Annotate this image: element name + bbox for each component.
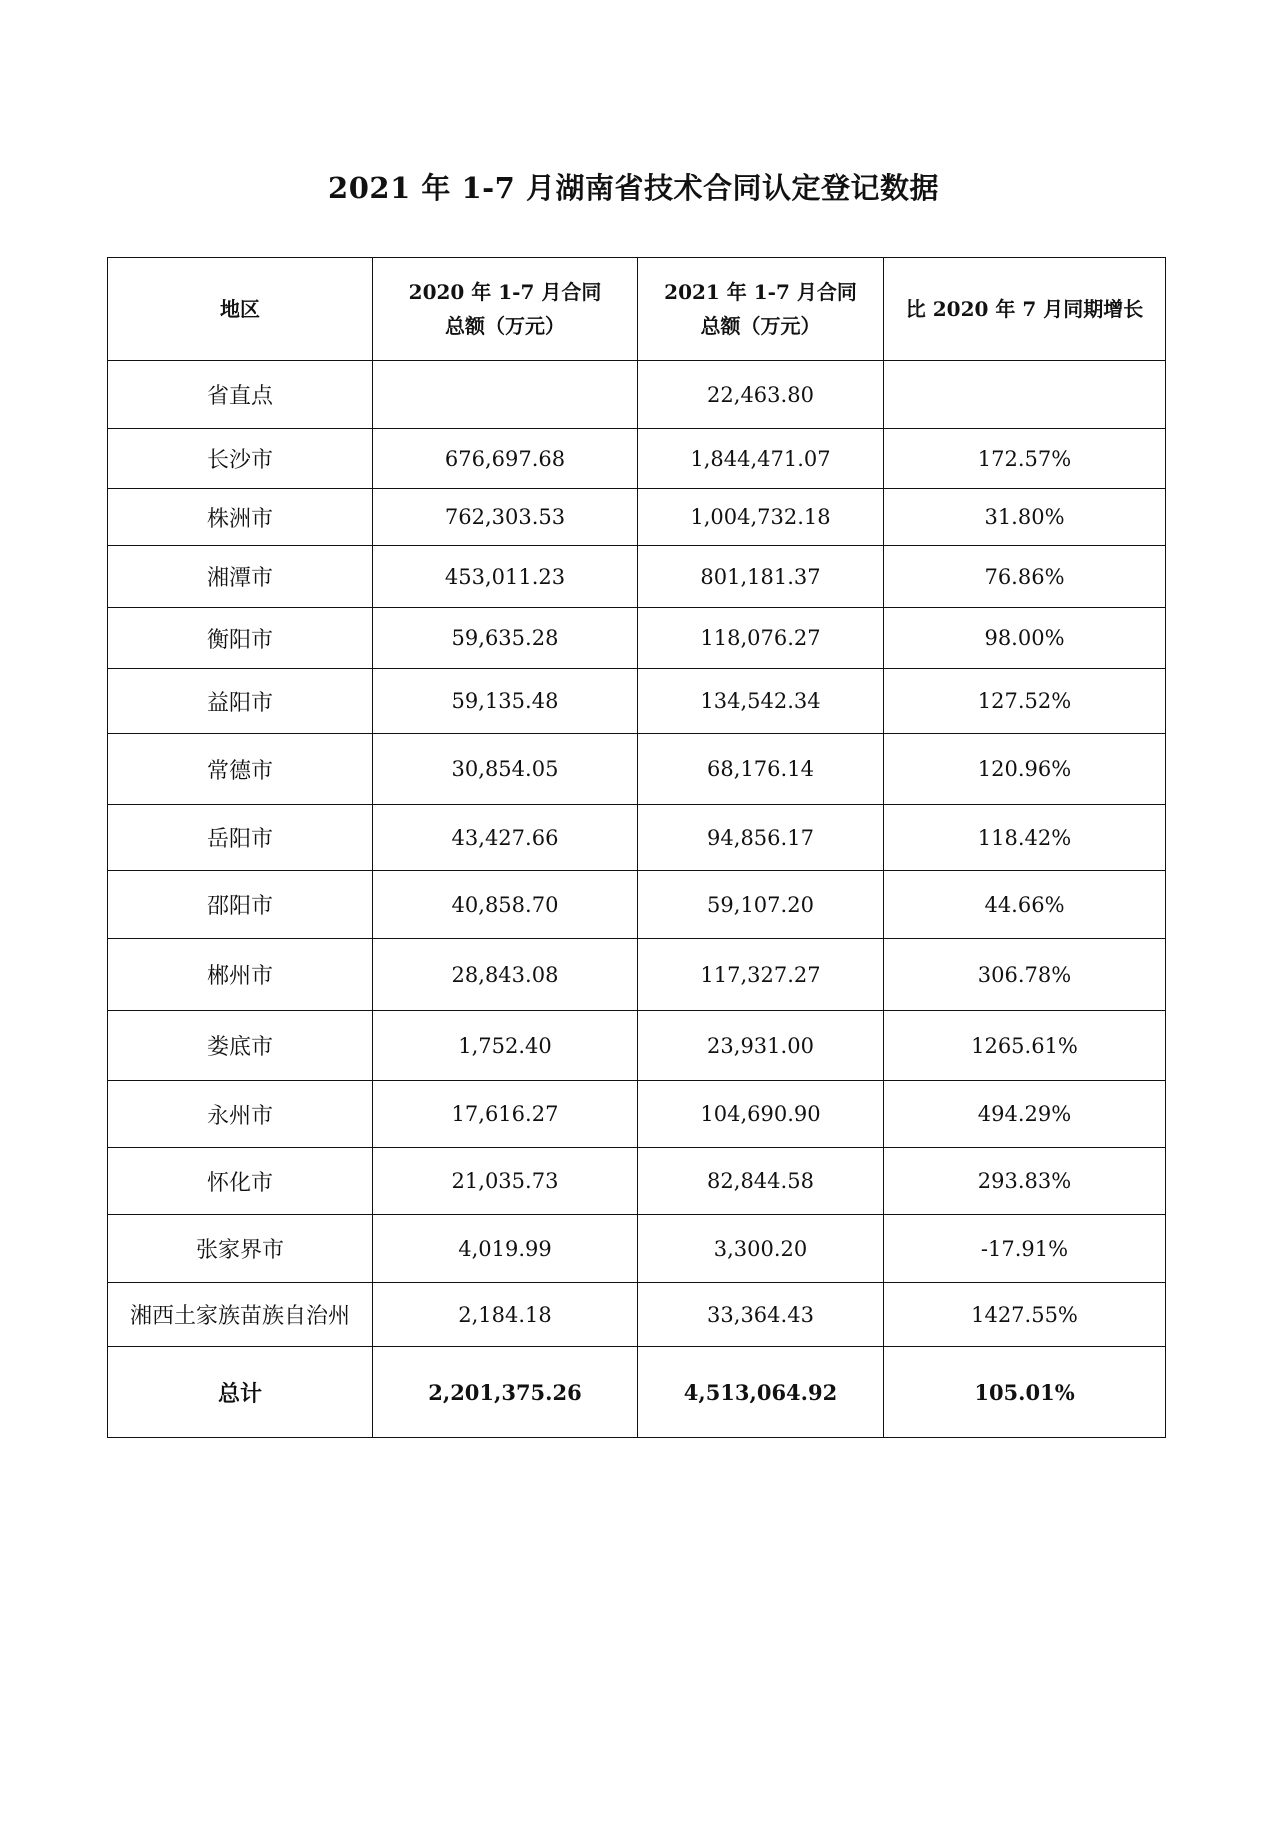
contract-data-table <box>107 257 1166 1438</box>
cell-region: 常德市 <box>108 734 373 805</box>
total-row <box>108 1347 1166 1438</box>
table-row <box>108 1148 1166 1215</box>
cell-2021-total: 134,542.34 <box>638 669 884 734</box>
table-row <box>108 429 1166 489</box>
header-2021-line1: 2021 年 1-7 月合同 <box>664 280 857 304</box>
cell-2021-total: 68,176.14 <box>638 734 884 805</box>
total-cell-2021-total: 4,513,064.92 <box>638 1347 884 1438</box>
table-row <box>108 361 1166 429</box>
table-row <box>108 608 1166 669</box>
table-row <box>108 546 1166 608</box>
cell-2021-total: 59,107.20 <box>638 871 884 939</box>
cell-region: 娄底市 <box>108 1011 373 1081</box>
cell-growth: 127.52% <box>884 669 1166 734</box>
cell-2020-total: 2,184.18 <box>373 1283 638 1347</box>
cell-2021-total: 94,856.17 <box>638 805 884 871</box>
header-region <box>108 258 373 361</box>
cell-2020-total: 453,011.23 <box>373 546 638 608</box>
header-region-label: 地区 <box>220 297 260 321</box>
table-row <box>108 1081 1166 1148</box>
cell-2021-total: 104,690.90 <box>638 1081 884 1148</box>
header-growth <box>884 258 1166 361</box>
cell-2020-total: 40,858.70 <box>373 871 638 939</box>
header-2020-line2: 总额（万元） <box>445 314 565 338</box>
cell-growth: 293.83% <box>884 1148 1166 1215</box>
cell-region: 省直点 <box>108 361 373 429</box>
cell-growth: -17.91% <box>884 1215 1166 1283</box>
cell-region: 湘潭市 <box>108 546 373 608</box>
document-title: 2021 年 1-7 月湖南省技术合同认定登记数据 <box>328 171 939 205</box>
cell-region: 永州市 <box>108 1081 373 1148</box>
cell-region: 岳阳市 <box>108 805 373 871</box>
cell-2021-total: 33,364.43 <box>638 1283 884 1347</box>
cell-region: 湘西土家族苗族自治州 <box>108 1283 373 1347</box>
cell-growth: 494.29% <box>884 1081 1166 1148</box>
table-row <box>108 489 1166 546</box>
table-row <box>108 669 1166 734</box>
cell-region: 长沙市 <box>108 429 373 489</box>
table-header-row <box>108 258 1166 361</box>
cell-region: 株洲市 <box>108 489 373 546</box>
cell-2020-total: 17,616.27 <box>373 1081 638 1148</box>
cell-2021-total: 3,300.20 <box>638 1215 884 1283</box>
table-row <box>108 871 1166 939</box>
cell-growth: 120.96% <box>884 734 1166 805</box>
cell-2021-total: 22,463.80 <box>638 361 884 429</box>
total-cell-growth: 105.01% <box>884 1347 1166 1438</box>
cell-growth: 306.78% <box>884 939 1166 1011</box>
header-2021-line2: 总额（万元） <box>700 314 821 338</box>
cell-2021-total: 23,931.00 <box>638 1011 884 1081</box>
cell-2020-total: 28,843.08 <box>373 939 638 1011</box>
header-growth-label: 比 2020 年 7 月同期增长 <box>905 297 1144 321</box>
cell-2020-total: 4,019.99 <box>373 1215 638 1283</box>
table-row <box>108 1215 1166 1283</box>
cell-2021-total: 117,327.27 <box>638 939 884 1011</box>
cell-region: 益阳市 <box>108 669 373 734</box>
header-2020-total <box>373 258 638 361</box>
table-row <box>108 1011 1166 1081</box>
cell-region: 衡阳市 <box>108 608 373 669</box>
cell-growth: 118.42% <box>884 805 1166 871</box>
cell-growth: 76.86% <box>884 546 1166 608</box>
cell-2020-total: 30,854.05 <box>373 734 638 805</box>
table-body <box>108 361 1166 1438</box>
table-row <box>108 734 1166 805</box>
cell-2020-total: 59,635.28 <box>373 608 638 669</box>
cell-2021-total: 1,004,732.18 <box>638 489 884 546</box>
cell-2020-total: 59,135.48 <box>373 669 638 734</box>
cell-growth: 44.66% <box>884 871 1166 939</box>
cell-2021-total: 801,181.37 <box>638 546 884 608</box>
table-row <box>108 805 1166 871</box>
cell-2021-total: 118,076.27 <box>638 608 884 669</box>
cell-growth: 1265.61% <box>884 1011 1166 1081</box>
cell-2021-total: 1,844,471.07 <box>638 429 884 489</box>
table-row <box>108 1283 1166 1347</box>
cell-growth <box>884 361 1166 429</box>
cell-2020-total: 762,303.53 <box>373 489 638 546</box>
cell-growth: 31.80% <box>884 489 1166 546</box>
cell-2020-total: 43,427.66 <box>373 805 638 871</box>
header-2021-total <box>638 258 884 361</box>
table-row <box>108 939 1166 1011</box>
cell-2020-total: 676,697.68 <box>373 429 638 489</box>
cell-region: 邵阳市 <box>108 871 373 939</box>
cell-2020-total: 21,035.73 <box>373 1148 638 1215</box>
cell-growth: 98.00% <box>884 608 1166 669</box>
header-2020-line1: 2020 年 1-7 月合同 <box>408 280 602 304</box>
cell-region: 怀化市 <box>108 1148 373 1215</box>
cell-2020-total: 1,752.40 <box>373 1011 638 1081</box>
cell-growth: 172.57% <box>884 429 1166 489</box>
cell-growth: 1427.55% <box>884 1283 1166 1347</box>
cell-region: 郴州市 <box>108 939 373 1011</box>
cell-2021-total: 82,844.58 <box>638 1148 884 1215</box>
total-cell-2020-total: 2,201,375.26 <box>373 1347 638 1438</box>
total-cell-region: 总计 <box>108 1347 373 1438</box>
cell-region: 张家界市 <box>108 1215 373 1283</box>
cell-2020-total <box>373 361 638 429</box>
